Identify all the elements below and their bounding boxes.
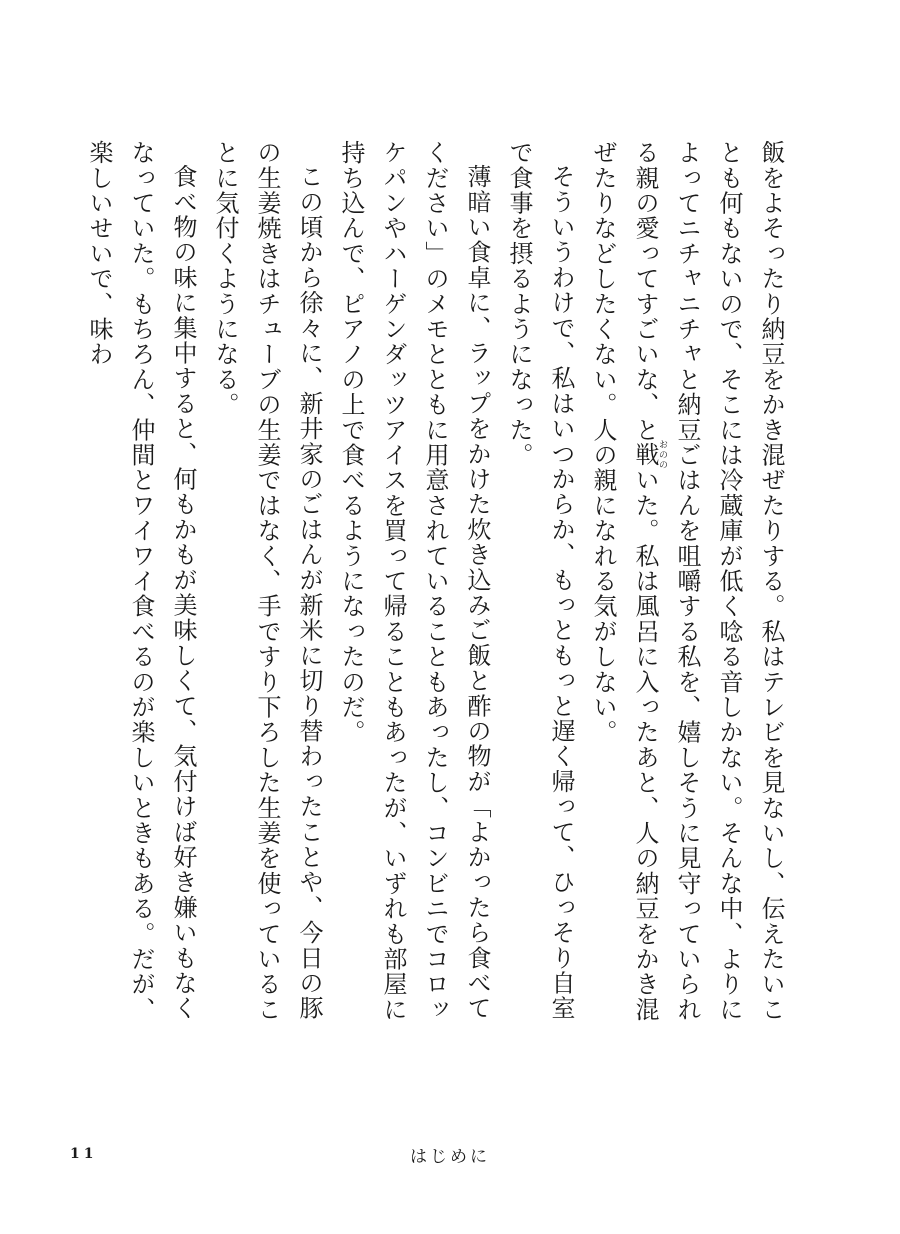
paragraph-5: 食べ物の味に集中すると、何もかもが美味しくて、気付けば好き嫌いもなくなっていた。もちろん、仲間とワイワイ食べるのが楽しいときもある。だが、楽しいせいで、味わ xyxy=(85,140,197,1022)
page-number: 11 xyxy=(70,1146,98,1162)
ruby-annotation xyxy=(631,439,667,471)
paragraph-1-text-b: いた。私は風呂に入ったあと、人の納豆をかき混ぜたりなどしたくない。人の親になれる気がしない。 xyxy=(589,140,659,1023)
page-footer xyxy=(0,1140,900,1170)
paragraph-1-text-a: 飯をよそったり納豆をかき混ぜたりする。私はテレビを見ないし、伝えたいことも何もないので、そこには冷蔵庫が低く唸る音しかない。そんな中、よりによってニチャニチャと納豆ごはんを咀嚼する私を、嬉しそうに見守っていられる親の愛ってすごいな、と xyxy=(631,140,785,1022)
paragraph-4: この頃から徐々に、新井家のごはんが新米に切り替わったことや、今日の豚の生姜焼きはチューブの生姜ではなく、手ですり下ろした生姜を使っていることに気付くようになる。 xyxy=(211,140,323,1022)
ruby-reading: おのの xyxy=(657,439,667,471)
body-text xyxy=(85,140,792,1040)
paragraph-3: 薄暗い食卓に、ラップをかけた炊き込みご飯と酢の物が「よかったら食べてください」のメモとともに用意されていることもあったし、コンビニでコロッケパンやハーゲンダッツアイスを買って帰ることもあったが、いずれも部屋に持ち込んで、ピアノの上で食べるようになったのだ。 xyxy=(337,140,491,1022)
running-head: はじめに xyxy=(410,1147,490,1167)
paragraph-2: そういうわけで、私はいつからか、もっともっと遅く帰って、ひっそり自室で食事を摂るようになった。 xyxy=(505,140,575,1021)
paragraph-1 xyxy=(582,140,792,1040)
ruby-base: 戦 xyxy=(631,439,659,471)
